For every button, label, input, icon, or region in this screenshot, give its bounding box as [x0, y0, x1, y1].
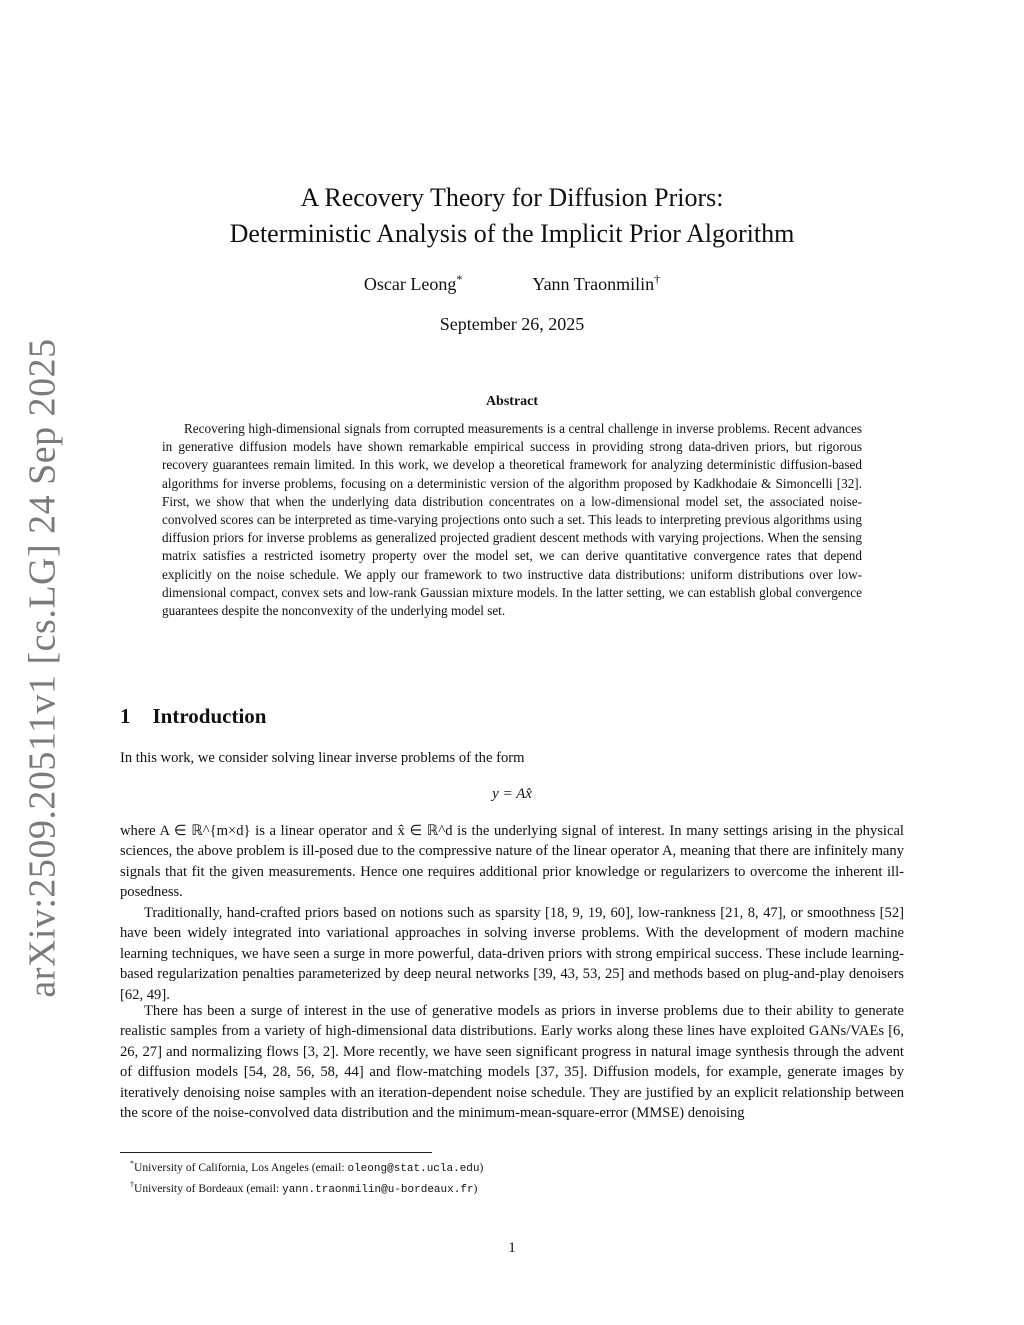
footnote-text: University of California, Los Angeles (email:	[134, 1160, 348, 1174]
footnote-mark: †	[130, 1179, 134, 1189]
footnotes	[130, 1156, 900, 1198]
abstract-text: Recovering high-dimensional signals from corrupted measurements is a central challenge in inverse problems. Recent advances in generative diffusion models have shown remarkable empirical success in providing strong data-driven priors, but rigorous recovery guarantees remain limited. In this work, we develop a theoretical framework for analyzing deterministic diffusion-based algorithms for inverse problems, focusing on a deterministic version of the algorithm proposed by Kadkhodaie & Simoncelli [32]. First, we show that when the underlying data distribution concentrates on a low-dimensional model set, the associated noise-convolved scores can be interpreted as time-varying projections onto such a set. This leads to interpreting previous algorithms using diffusion priors for inverse problems as generalized projected gradient descent methods with varying projections. When the sensing matrix satisfies a restricted isometry property over the model set, we can derive quantitative convergence rates that depend explicitly on the noise schedule. We apply our framework to two instructive data distributions: uniform distributions over low-dimensional compact, convex sets and low-rank Gaussian mixture models. In the latter setting, we can establish global convergence guarantees despite the nonconvexity of the underlying model set.	[162, 421, 862, 619]
arxiv-stamp	[8, 337, 78, 998]
paragraph: Traditionally, hand-crafted priors based on notions such as sparsity [18, 9, 19, 60], low-rankness [21, 8, 47], or smoothness [52] have been widely integrated into variational approaches in solving inverse problems. With the development of modern machine learning techniques, we have seen a surge in more powerful, data-driven priors with strong empirical success. These include learning-based regularization penalties parameterized by deep neural networks [39, 43, 53, 25] and methods based on plug-and-play denoisers [62, 49].	[120, 905, 904, 1003]
footnote-email: oleong@stat.ucla.edu	[347, 1162, 480, 1175]
section-number: 1	[120, 704, 131, 728]
author	[532, 272, 660, 295]
paper-title	[120, 180, 904, 252]
author-footnote-mark: †	[654, 272, 661, 286]
paragraph-intro: In this work, we consider solving linear inverse problems of the form	[120, 750, 525, 766]
footnote	[130, 1177, 900, 1198]
author-name: Oscar Leong	[363, 274, 457, 294]
paragraph: There has been a surge of interest in the use of generative models as priors in inverse problems due to their ability to generate realistic samples from a variety of high-dimensional data distributions. Early works along these lines have exploited GANs/VAEs [6, 26, 27] and normalizing flows [3, 2]. More recently, we have seen significant progress in natural image synthesis through the advent of diffusion models [54, 28, 56, 58, 44] and flow-matching models [37, 35]. Diffusion models, for example, generate images by iteratively denoising noise samples with an iteration-dependent noise schedule. They are justified by an explicit relationship between the score of the noise-convolved data distribution and the minimum-mean-square-error (MMSE) denoising	[120, 1003, 904, 1122]
footnote-email: yann.traonmilin@u-bordeaux.fr	[282, 1183, 474, 1196]
section-heading	[120, 704, 266, 729]
title-line-2: Deterministic Analysis of the Implicit Prior Algorithm	[229, 219, 795, 248]
footnote-close: )	[473, 1181, 478, 1195]
author-list	[120, 272, 904, 295]
footnote-divider	[120, 1152, 432, 1153]
footnote-text: University of Bordeaux (email:	[134, 1181, 283, 1195]
section-title: Introduction	[152, 704, 267, 728]
footnote-mark: *	[130, 1159, 134, 1168]
author-name: Yann Traonmilin	[532, 274, 655, 294]
footnote	[130, 1156, 900, 1177]
author	[364, 272, 462, 295]
page-number: 1	[508, 1240, 516, 1256]
author-footnote-mark: *	[456, 272, 463, 286]
arxiv-identifier: arXiv:2509.20511v1 [cs.LG] 24 Sep 2025	[22, 337, 65, 998]
paragraph: where A ∈ ℝ^{m×d} is a linear operator and x̂ ∈ ℝ^d is the underlying signal of interest. In many settings arising in the physical sciences, the above problem is ill-posed due to the compressive nature of the linear operator A, meaning that there are infinitely many signals that fit the given measurements. Hence one requires additional prior knowledge or regularizers to overcome the inherent ill-posedness.	[120, 823, 904, 901]
abstract-heading: Abstract	[485, 394, 539, 409]
title-line-1: A Recovery Theory for Diffusion Priors:	[300, 183, 724, 212]
footnote-close: )	[479, 1160, 484, 1174]
equation: y = Ax̂	[492, 786, 532, 802]
paper-date: September 26, 2025	[439, 314, 585, 334]
